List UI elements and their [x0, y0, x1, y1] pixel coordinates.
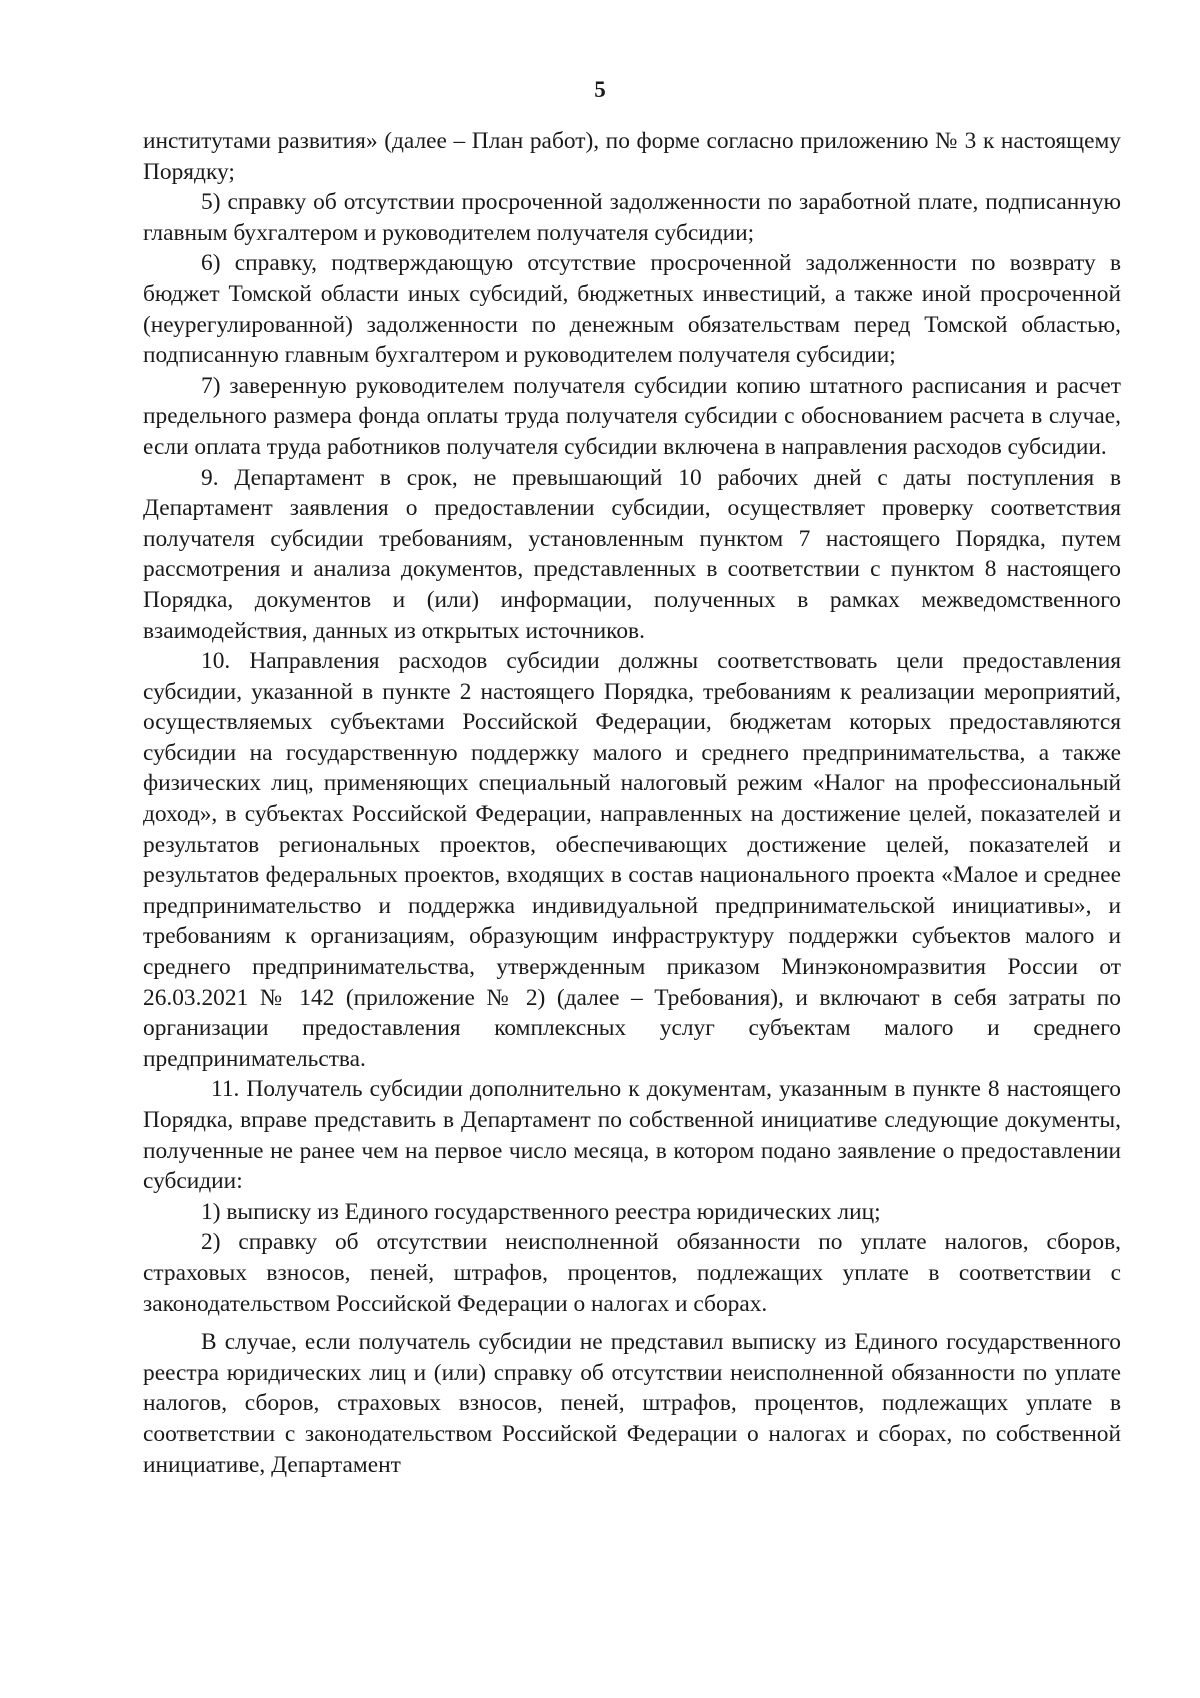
- paragraph-clause-11: 11. Получатель субсидии дополнительно к документам, указанным в пункте 8 настоящего Порядка, вправе представить в Департамент по собственной инициативе следующие документы, полученные не ранее чем на первое число месяца, в котором подано заявление о предоставлении субсидии:: [143, 1076, 1121, 1195]
- paragraph-item-7: 7) заверенную руководителем получателя субсидии копию штатного расписания и расчет предельного размера фонда оплаты труда получателя субсидии с обоснованием расчета в случае, если оплата труда работников получателя субсидии включена в направления расходов субсидии.: [143, 372, 1121, 460]
- paragraph-final: В случае, если получатель субсидии не представил выписку из Единого государственного реестра юридических лиц и (или) справку об отсутствии неисполненной обязанности по уплате налогов, сборов, страховых взносов, пеней, штрафов, процентов, подлежащих уплате в соответствии с законодательством Российской Федерации о налогах и сборах, по собственной инициативе, Департамент: [143, 1329, 1121, 1478]
- page-number: 5: [594, 77, 606, 102]
- paragraph-item-5: 5) справку об отсутствии просроченной задолженности по заработной плате, подписанную главным бухгалтером и руководителем получателя субсидии;: [143, 189, 1121, 246]
- paragraph-clause-9: 9. Департамент в срок, не превышающий 10 рабочих дней с даты поступления в Департамент заявления о предоставлении субсидии, осуществляет проверку соответствия получателя субсидии требованиям, установленным пунктом 7 настоящего Порядка, путем рассмотрения и анализа документов, представленных в соответствии с пунктом 8 настоящего Порядка, документов и (или) информации, полученных в рамках межведомственного взаимодействия, данных из открытых источников.: [143, 464, 1121, 644]
- document-body: [143, 126, 1121, 1480]
- paragraph-continuation: институтами развития» (далее – План работ), по форме согласно приложению № 3 к настоящему Порядку;: [143, 128, 1121, 185]
- paragraph-subitem-1: 1) выписку из Единого государственного реестра юридических лиц;: [201, 1198, 881, 1225]
- paragraph-subitem-2: 2) справку об отсутствии неисполненной обязанности по уплате налогов, сборов, страховых взносов, пеней, штрафов, процентов, подлежащих уплате в соответствии с законодательством Российской Федерации о налогах и сборах.: [143, 1229, 1121, 1317]
- paragraph-item-6: 6) справку, подтверждающую отсутствие просроченной задолженности по возврату в бюджет Томской области иных субсидий, бюджетных инвестиций, а также иной просроченной (неурегулированной) задолженности по денежным обязательствам перед Томской областью, подписанную главным бухгалтером и руководителем получателя субсидии;: [143, 250, 1121, 369]
- paragraph-clause-10: 10. Направления расходов субсидии должны соответствовать цели предоставления субсидии, указанной в пункте 2 настоящего Порядка, требованиям к реализации мероприятий, осуществляемых субъектами Российской Федерации, бюджетам которых предоставляются субсидии на государственную поддержку малого и среднего предпринимательства, а также физических лиц, применяющих специальный налоговый режим «Налог на профессиональный доход», в субъектах Российской Федерации, направленных на достижение целей, показателей и результатов региональных проектов, обеспечивающих достижение целей, показателей и результатов федеральных проектов, входящих в состав национального проекта «Малое и среднее предпринимательство и поддержка индивидуальной предпринимательской инициативы», и требованиям к организациям, образующим инфраструктуру поддержки субъектов малого и среднего предпринимательства, утвержденным приказом Минэкономразвития России от 26.03.2021 № 142 (приложение № 2) (далее – Требования), и включают в себя затраты по организации предоставления комплексных услуг субъектам малого и среднего предпринимательства.: [143, 648, 1121, 1072]
